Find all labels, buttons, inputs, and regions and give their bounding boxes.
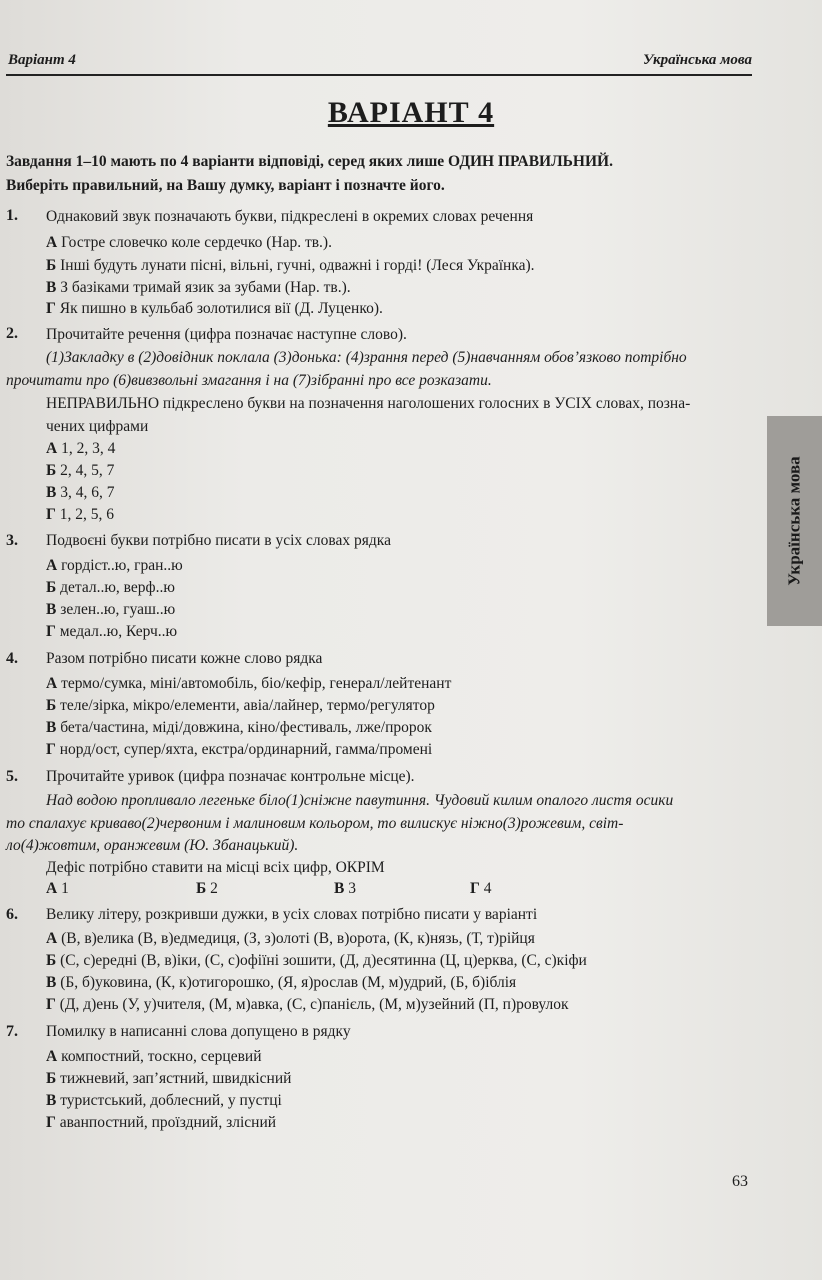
question-2-option-b: Б 2, 4, 5, 7 bbox=[46, 462, 115, 479]
question-7-option-b: Б тижневий, зап’ястний, швидкісний bbox=[46, 1070, 292, 1087]
question-2-number: 2. bbox=[6, 325, 18, 342]
option-letter: Б bbox=[46, 257, 57, 274]
option-letter: Г bbox=[470, 880, 480, 897]
option-letter: В bbox=[46, 719, 57, 736]
option-letter: В bbox=[334, 880, 345, 897]
option-letter: А bbox=[46, 234, 58, 251]
question-5-option-d: Г 4 bbox=[470, 880, 492, 897]
question-5-option-b: Б 2 bbox=[196, 880, 218, 897]
option-letter: Б bbox=[46, 1070, 57, 1087]
question-6-option-d: Г (Д, д)ень (У, у)чителя, (М, м)авка, (С, с)панієль, (М, м)узейний (П, п)ровулок bbox=[46, 996, 569, 1013]
option-letter: Б bbox=[46, 579, 57, 596]
question-6-option-c: В (Б, б)уковина, (К, к)отигорошко, (Я, я)рослав (М, м)удрий, (Б, б)іблія bbox=[46, 974, 517, 991]
header-subject: Українська мова bbox=[642, 52, 752, 68]
question-2-option-d: Г 1, 2, 5, 6 bbox=[46, 506, 114, 523]
header-variant: Варіант 4 bbox=[8, 52, 76, 68]
question-4-option-b: Б теле/зірка, мікро/елементи, авіа/лайнер, термо/регулятор bbox=[46, 697, 435, 714]
question-6-option-a: А (В, в)елика (В, в)едмедиця, (З, з)олоті (В, в)орота, (К, к)нязь, (Т, т)рійця bbox=[46, 930, 535, 947]
question-6-text: Велику літеру, розкривши дужки, в усіх словах потрібно писати у варіанті bbox=[46, 906, 538, 923]
option-letter: Г bbox=[46, 623, 56, 640]
question-7-option-d: Г аванпостний, проїздний, злісний bbox=[46, 1114, 277, 1131]
option-letter: Б bbox=[46, 462, 57, 479]
question-6-option-b: Б (С, с)ередні (В, в)іки, (С, с)офіїні зошити, (Д, д)есятинна (Ц, ц)ерква, (С, с)кіфи bbox=[46, 952, 587, 969]
question-3-option-d: Г медал..ю, Керч..ю bbox=[46, 623, 178, 640]
question-4-option-d: Г норд/ост, супер/яхта, екстра/ординарний, гамма/промені bbox=[46, 741, 433, 758]
page-title: ВАРІАНТ 4 bbox=[327, 96, 495, 129]
question-7-option-a: А компостний, тоскно, серцевий bbox=[46, 1048, 262, 1065]
option-letter: А bbox=[46, 557, 58, 574]
option-letter: Б bbox=[46, 952, 57, 969]
question-2-option-a: А 1, 2, 3, 4 bbox=[46, 440, 116, 457]
question-2-text: Прочитайте речення (цифра позначає наступне слово). bbox=[46, 326, 407, 343]
question-4-option-a: А термо/сумка, міні/автомобіль, біо/кефір, генерал/лейтенант bbox=[46, 675, 452, 692]
option-letter: В bbox=[46, 279, 57, 296]
question-5-text: Прочитайте уривок (цифра позначає контрольне місце). bbox=[46, 768, 415, 785]
question-3-number: 3. bbox=[6, 532, 18, 549]
question-7-text: Помилку в написанні слова допущено в рядку bbox=[46, 1023, 351, 1040]
option-letter: А bbox=[46, 930, 58, 947]
instructions-line-2: Виберіть правильний, на Вашу думку, варіант і позначте його. bbox=[6, 177, 445, 194]
subject-side-tab-label-wrap bbox=[767, 416, 822, 626]
question-5-option-c: В 3 bbox=[334, 880, 356, 897]
header-rule bbox=[6, 74, 752, 76]
subject-side-tab-label: Українська мова bbox=[784, 456, 804, 586]
option-letter: Г bbox=[46, 506, 56, 523]
option-letter: А bbox=[46, 440, 58, 457]
question-5-instruction: Дефіс потрібно ставити на місці всіх цифр, ОКРІМ bbox=[46, 859, 385, 876]
option-letter: В bbox=[46, 1092, 57, 1109]
question-4-number: 4. bbox=[6, 650, 18, 667]
question-5-passage-line-1: Над водою пропливало легеньке біло(1)сніжне павутиння. Чудовий килим опалого листя осики bbox=[46, 792, 674, 809]
question-3-option-a: А гордіст..ю, гран..ю bbox=[46, 557, 183, 574]
page-number: 63 bbox=[732, 1173, 748, 1190]
question-5-option-a: А 1 bbox=[46, 880, 69, 897]
question-5-passage-line-2: то спалахує криваво(2)червоним і малиновим кольором, то вилискує ніжно(3)рожевим, світ- bbox=[6, 815, 624, 832]
question-1-option-c: В З базіками тримай язик за зубами (Нар. тв.). bbox=[46, 279, 351, 296]
question-1-number: 1. bbox=[6, 207, 18, 224]
option-letter: Г bbox=[46, 300, 56, 317]
option-letter: В bbox=[46, 484, 57, 501]
question-2-sentence-line-2: прочитати про (6)вивзвольні змагання і на (7)зібранні про все розказати. bbox=[6, 372, 492, 389]
option-letter: В bbox=[46, 974, 57, 991]
question-6-number: 6. bbox=[6, 906, 18, 923]
question-3-option-b: Б детал..ю, верф..ю bbox=[46, 579, 175, 596]
option-letter: А bbox=[46, 1048, 58, 1065]
question-7-number: 7. bbox=[6, 1023, 18, 1040]
option-letter: Г bbox=[46, 1114, 56, 1131]
option-letter: Б bbox=[46, 697, 57, 714]
question-3-option-c: В зелен..ю, гуаш..ю bbox=[46, 601, 176, 618]
option-letter: Б bbox=[196, 880, 207, 897]
question-1-option-b: Б Інші будуть лунати пісні, вільні, гучні, одважні і горді! (Леся Українка). bbox=[46, 257, 535, 274]
option-letter: А bbox=[46, 675, 58, 692]
question-4-option-c: В бета/частина, міді/довжина, кіно/фестиваль, лже/пророк bbox=[46, 719, 432, 736]
option-letter: В bbox=[46, 601, 57, 618]
question-7-option-c: В туристський, доблесний, у пустці bbox=[46, 1092, 282, 1109]
option-letter: Г bbox=[46, 996, 56, 1013]
option-letter: Г bbox=[46, 741, 56, 758]
question-4-text: Разом потрібно писати кожне слово рядка bbox=[46, 650, 323, 667]
question-5-number: 5. bbox=[6, 768, 18, 785]
question-3-text: Подвоєні букви потрібно писати в усіх словах рядка bbox=[46, 532, 391, 549]
option-letter: А bbox=[46, 880, 58, 897]
question-2-sentence-line-1: (1)Закладку в (2)довідник поклала (3)донька: (4)зрання перед (5)навчанням обов’язково потрібно bbox=[46, 349, 687, 366]
question-1-option-d: Г Як пишно в кульбаб золотилися вії (Д. Луценко). bbox=[46, 300, 383, 317]
question-2-instruction-line-2: чених цифрами bbox=[46, 418, 149, 435]
question-2-option-c: В 3, 4, 6, 7 bbox=[46, 484, 115, 501]
question-5-passage-line-3: ло(4)жовтим, оранжевим (Ю. Збанацький). bbox=[6, 837, 299, 854]
instructions bbox=[6, 150, 756, 198]
question-2-instruction-line-1: НЕПРАВИЛЬНО підкреслено букви на позначення наголошених голосних в УСІХ словах, позна- bbox=[46, 395, 691, 412]
question-1-text: Однаковий звук позначають букви, підкреслені в окремих словах речення bbox=[46, 208, 534, 225]
instructions-line-1: Завдання 1–10 мають по 4 варіанти відповіді, серед яких лише ОДИН ПРАВИЛЬНИЙ. bbox=[6, 153, 613, 170]
question-1-option-a: А Гостре словечко коле сердечко (Нар. тв.). bbox=[46, 234, 332, 251]
